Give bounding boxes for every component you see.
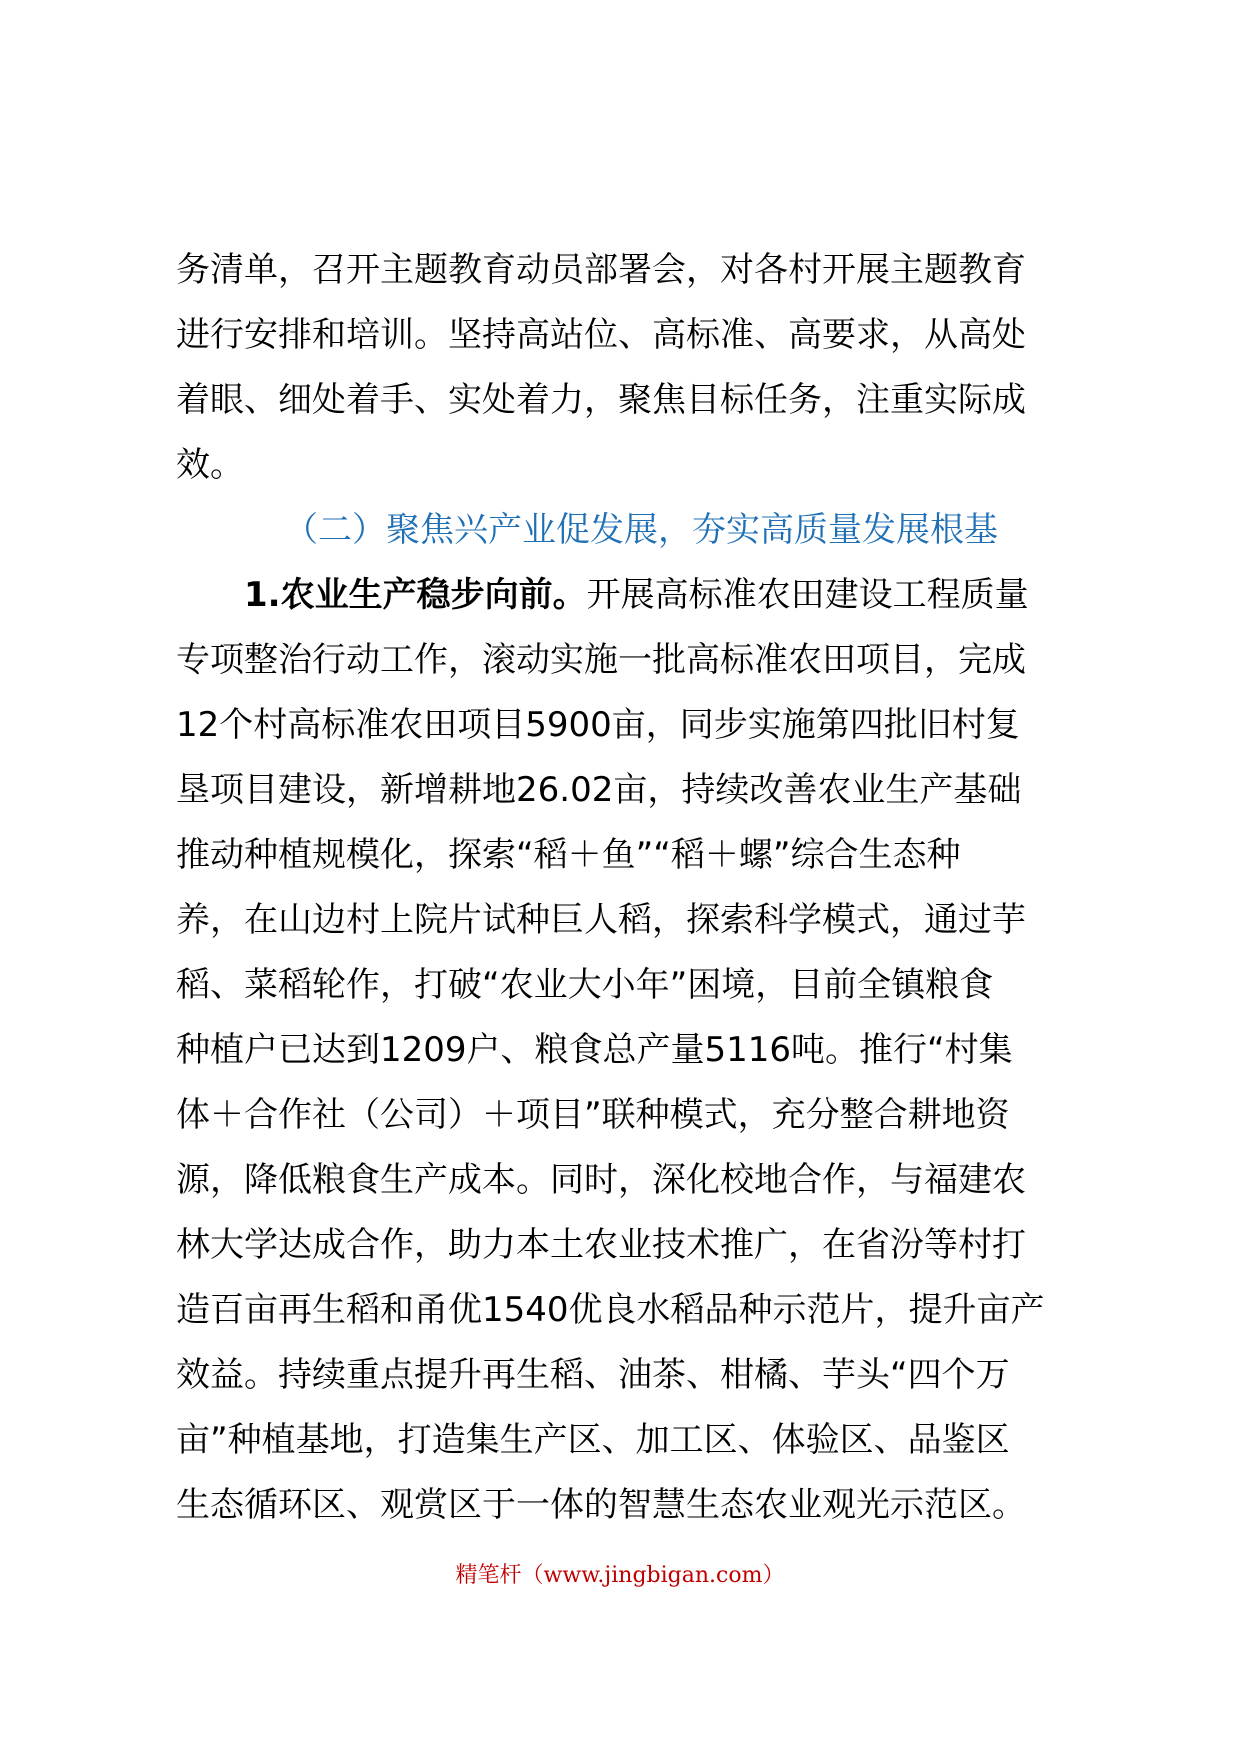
text-line: 生态循环区、观赏区于一体的智慧生态农业观光示范区。 <box>176 1485 1026 1525</box>
first-line-rest: 开展高标准农田建设工程质量 <box>586 575 1029 615</box>
text-line: 造百亩再生稻和甬优1540优良水稻品种示范片，提升亩产 <box>176 1290 1045 1330</box>
text-line: 亩”种植基地，打造集生产区、加工区、体验区、品鉴区 <box>176 1420 1010 1460</box>
text-line-first <box>176 563 1106 628</box>
text-line: 效。 <box>176 445 244 485</box>
text-line: 垦项目建设，新增耕地26.02亩，持续改善农业生产基础 <box>176 770 1022 810</box>
text-line: 稻、菜稻轮作，打破“农业大小年”困境，目前全镇粮食 <box>176 965 994 1005</box>
text-line: 专项整治行动工作，滚动实施一批高标准农田项目，完成 <box>176 640 1026 680</box>
text-line: 着眼、细处着手、实处着力，聚焦目标任务，注重实际成 <box>176 380 1026 420</box>
text-line: 种植户已达到1209户、粮食总产量5116吨。推行“村集 <box>176 1030 1013 1070</box>
text-line: 12个村高标准农田项目5900亩，同步实施第四批旧村复 <box>176 705 1020 745</box>
paragraph-2 <box>176 563 1106 1538</box>
document-body <box>176 238 1106 1538</box>
text-line: 效益。持续重点提升再生稻、油茶、柑橘、芋头“四个万 <box>176 1355 1010 1395</box>
text-line: 进行安排和培训。坚持高站位、高标准、高要求，从高处 <box>176 315 1026 355</box>
text-line: 体＋合作社（公司）＋项目”联种模式，充分整合耕地资 <box>176 1095 1010 1135</box>
text-line: 林大学达成合作，助力本土农业技术推广，在省汾等村打 <box>176 1225 1026 1265</box>
section-heading: （二）聚焦兴产业促发展，夯实高质量发展根基 <box>284 510 998 550</box>
text-line: 务清单，召开主题教育动员部署会，对各村开展主题教育 <box>176 250 1026 290</box>
text-line: 养，在山边村上院片试种巨人稻，探索科学模式，通过芋 <box>176 900 1026 940</box>
paragraph-1 <box>176 238 1106 498</box>
footer-watermark: 精笔杆（www.jingbigan.com） <box>455 1563 785 1588</box>
bold-lead: 1.农业生产稳步向前。 <box>244 575 587 615</box>
text-line: 源，降低粮食生产成本。同时，深化校地合作，与福建农 <box>176 1160 1026 1200</box>
text-line: 推动种植规模化，探索“稻＋鱼”“稻＋螺”综合生态种 <box>176 835 961 875</box>
